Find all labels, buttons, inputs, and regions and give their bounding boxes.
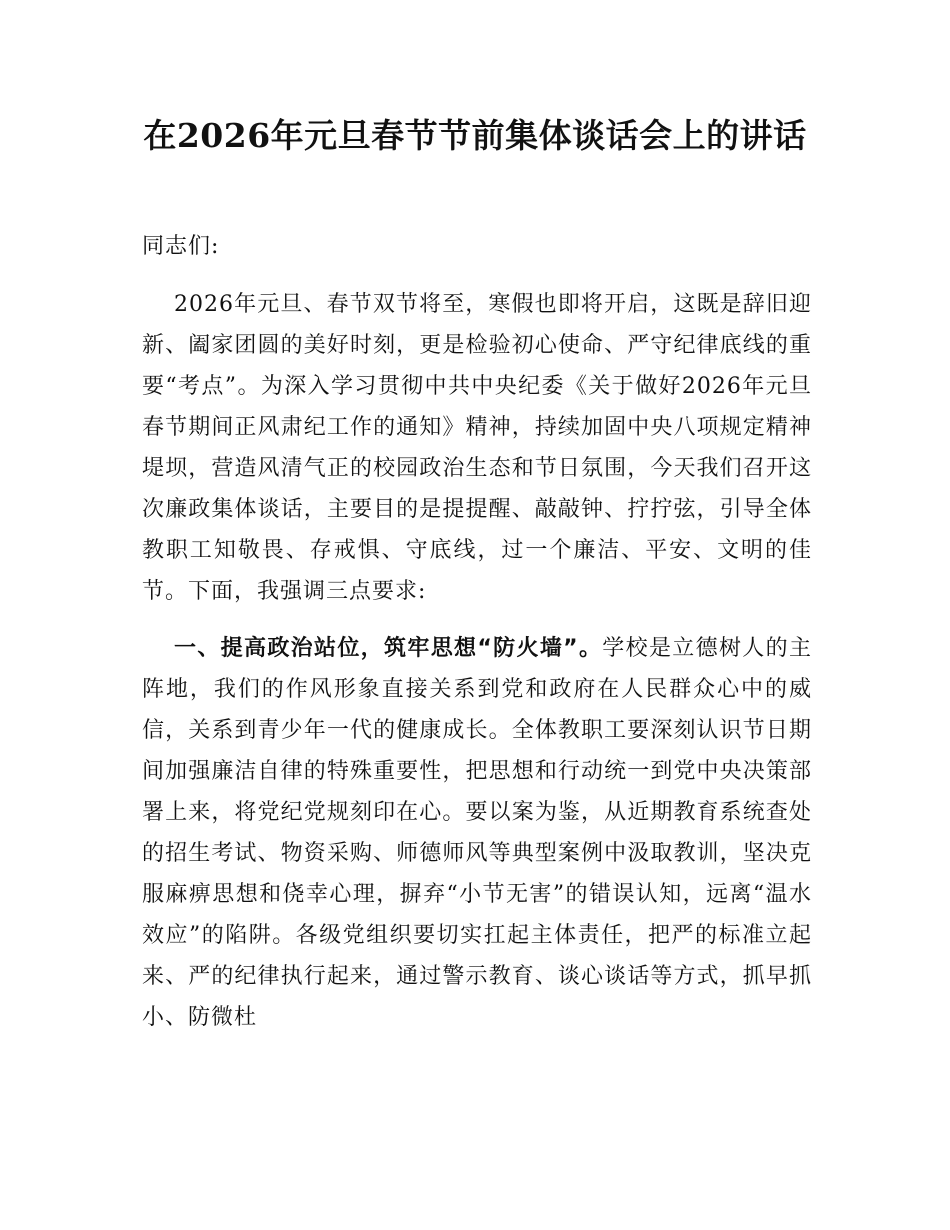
point-one-heading: 一、提高政治站位，筑牢思想“防火墙”。 [174, 636, 603, 661]
paragraph-point-one [142, 628, 812, 1038]
salutation: 同志们: [142, 234, 220, 259]
paragraph-intro: 2026年元旦、春节双节将至，寒假也即将开启，这既是辞旧迎新、阖家团圆的美好时刻，更是检验初心使命、严守纪律底线的重要“考点”。为深入学习贯彻中共中央纪委《关于做好2026年元旦春节期间正风肃纪工作的通知》精神，持续加固中央八项规定精神堤坝，营造风清气正的校园政治生态和节日氛围，今天我们召开这次廉政集体谈话，主要目的是提提醒、敲敲钟、拧拧弦，引导全体教职工知敬畏、存戒惧、守底线，过一个廉洁、平安、文明的佳节。下面，我强调三点要求: [142, 292, 812, 604]
document-title: 在2026年元旦春节节前集体谈话会上的讲话 [143, 116, 807, 155]
document-body [142, 226, 812, 1038]
point-one-text: 学校是立德树人的主阵地，我们的作风形象直接关系到党和政府在人民群众心中的威信，关系到青少年一代的健康成长。全体教职工要深刻认识节日期间加强廉洁自律的特殊重要性，把思想和行动统一到党中央决策部署上来，将党纪党规刻印在心。要以案为鉴，从近期教育系统查处的招生考试、物资采购、师德师风等典型案例中汲取教训，坚决克服麻痹思想和侥幸心理，摒弃“小节无害”的错误认知，远离“温水效应”的陷阱。各级党组织要切实扛起主体责任，把严的标准立起来、严的纪律执行起来，通过警示教育、谈心谈话等方式，抓早抓小、防微杜 [142, 636, 812, 1030]
